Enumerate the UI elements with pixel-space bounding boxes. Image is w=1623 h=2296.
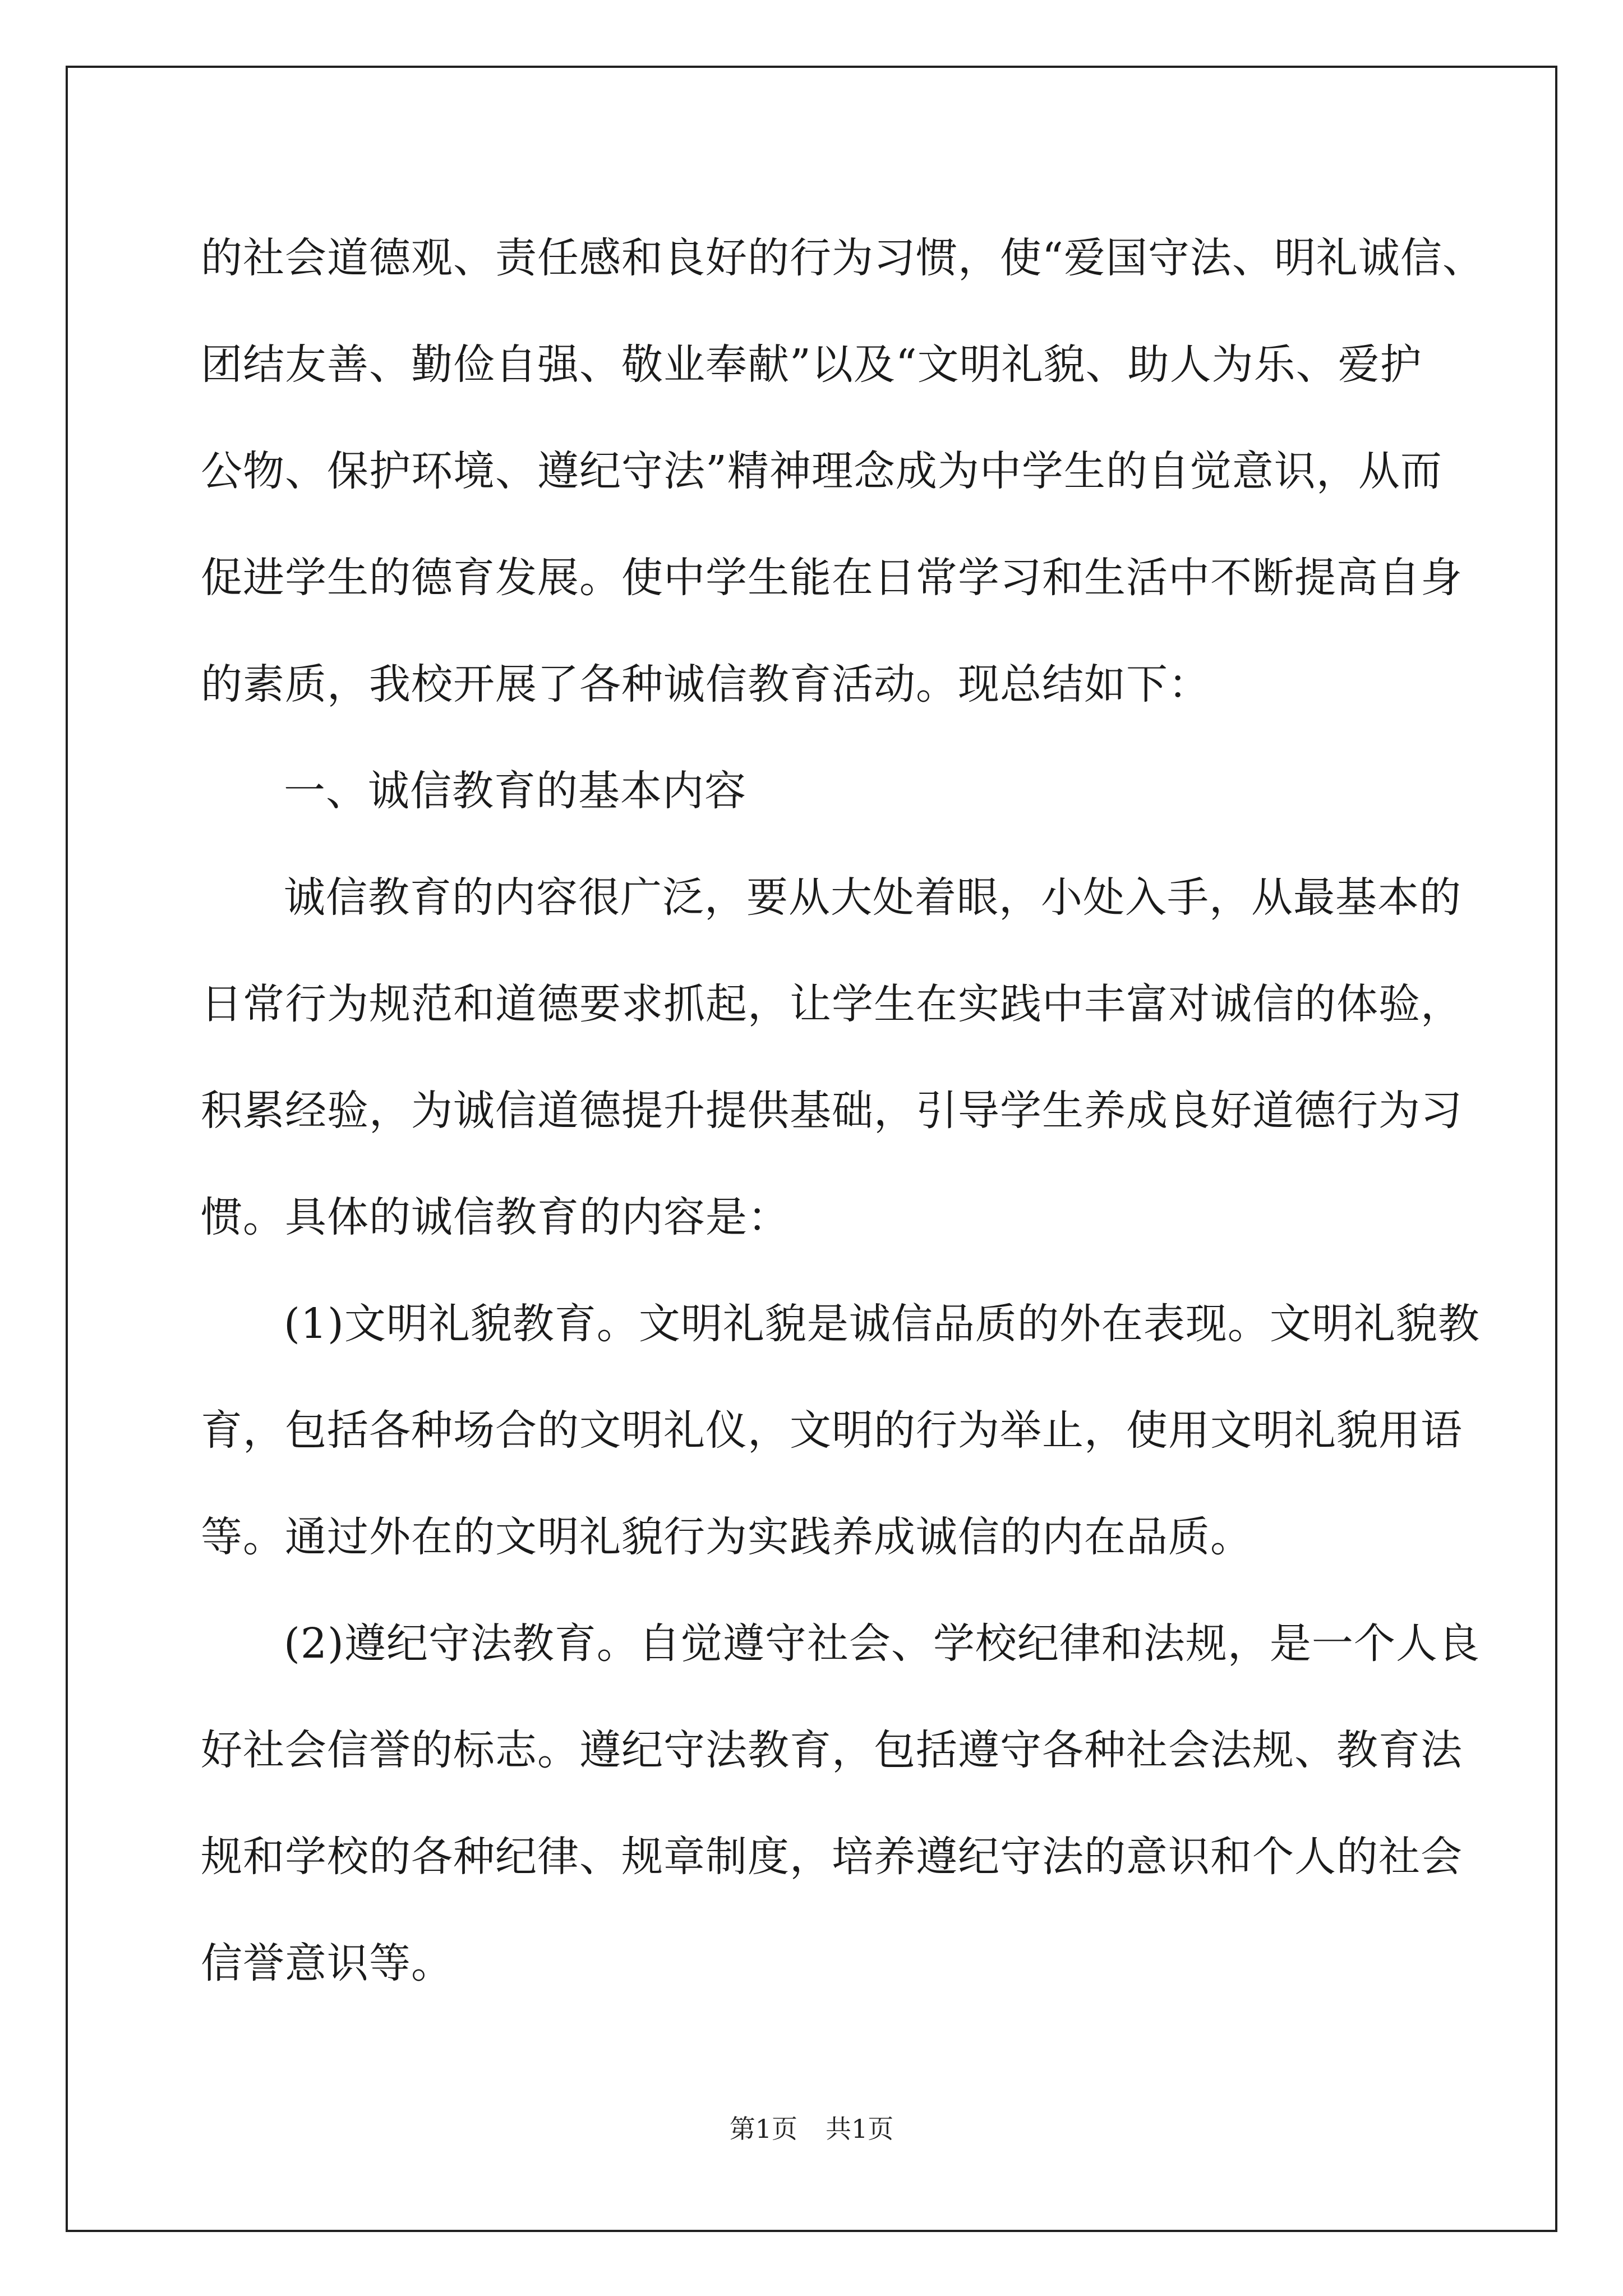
page-number: 第1页 <box>729 2114 797 2144</box>
text-line: 诚信教育的内容很广泛，要从大处着眼，小处入手，从最基本的 <box>284 873 1461 922</box>
text-line: 规和学校的各种纪律、规章制度，培养遵纪守法的意识和个人的社会 <box>201 1833 1463 1881</box>
text-line: 的素质，我校开展了各种诚信教育活动。现总结如下： <box>201 660 1210 708</box>
text-line: 的社会道德观、责任感和良好的行为习惯，使“爱国守法、明礼诚信、 <box>201 234 1484 282</box>
section-heading: 一、诚信教育的基本内容 <box>284 767 746 815</box>
text-line: 育，包括各种场合的文明礼仪，文明的行为举止，使用文明礼貌用语 <box>201 1406 1463 1455</box>
text-line: 日常行为规范和道德要求抓起，让学生在实践中丰富对诚信的体验， <box>201 980 1463 1028</box>
text-line: 公物、保护环境、遵纪守法”精神理念成为中学生的自觉意识，从而 <box>201 447 1442 495</box>
text-line: 团结友善、勤俭自强、敬业奉献”以及“文明礼貌、助人为乐、爱护 <box>201 341 1422 389</box>
text-line: 信誉意识等。 <box>201 1939 453 1987</box>
text-line: 惯。具体的诚信教育的内容是： <box>201 1193 790 1241</box>
text-line: 好社会信誉的标志。遵纪守法教育，包括遵守各种社会法规、教育法 <box>201 1726 1463 1774</box>
text-line: 等。通过外在的文明礼貌行为实践养成诚信的内在品质。 <box>201 1513 1252 1561</box>
document-body <box>201 205 1484 2017</box>
page-total: 共1页 <box>826 2114 894 2144</box>
text-line: 促进学生的德育发展。使中学生能在日常学习和生活中不断提高自身 <box>201 554 1463 602</box>
text-line: (1)文明礼貌教育。文明礼貌是诚信品质的外在表现。文明礼貌教 <box>284 1300 1480 1348</box>
text-line: (2)遵纪守法教育。自觉遵守社会、学校纪律和法规，是一个人良 <box>284 1619 1480 1668</box>
page-footer <box>0 2112 1623 2146</box>
text-line: 积累经验，为诚信道德提升提供基础，引导学生养成良好道德行为习 <box>201 1087 1463 1135</box>
